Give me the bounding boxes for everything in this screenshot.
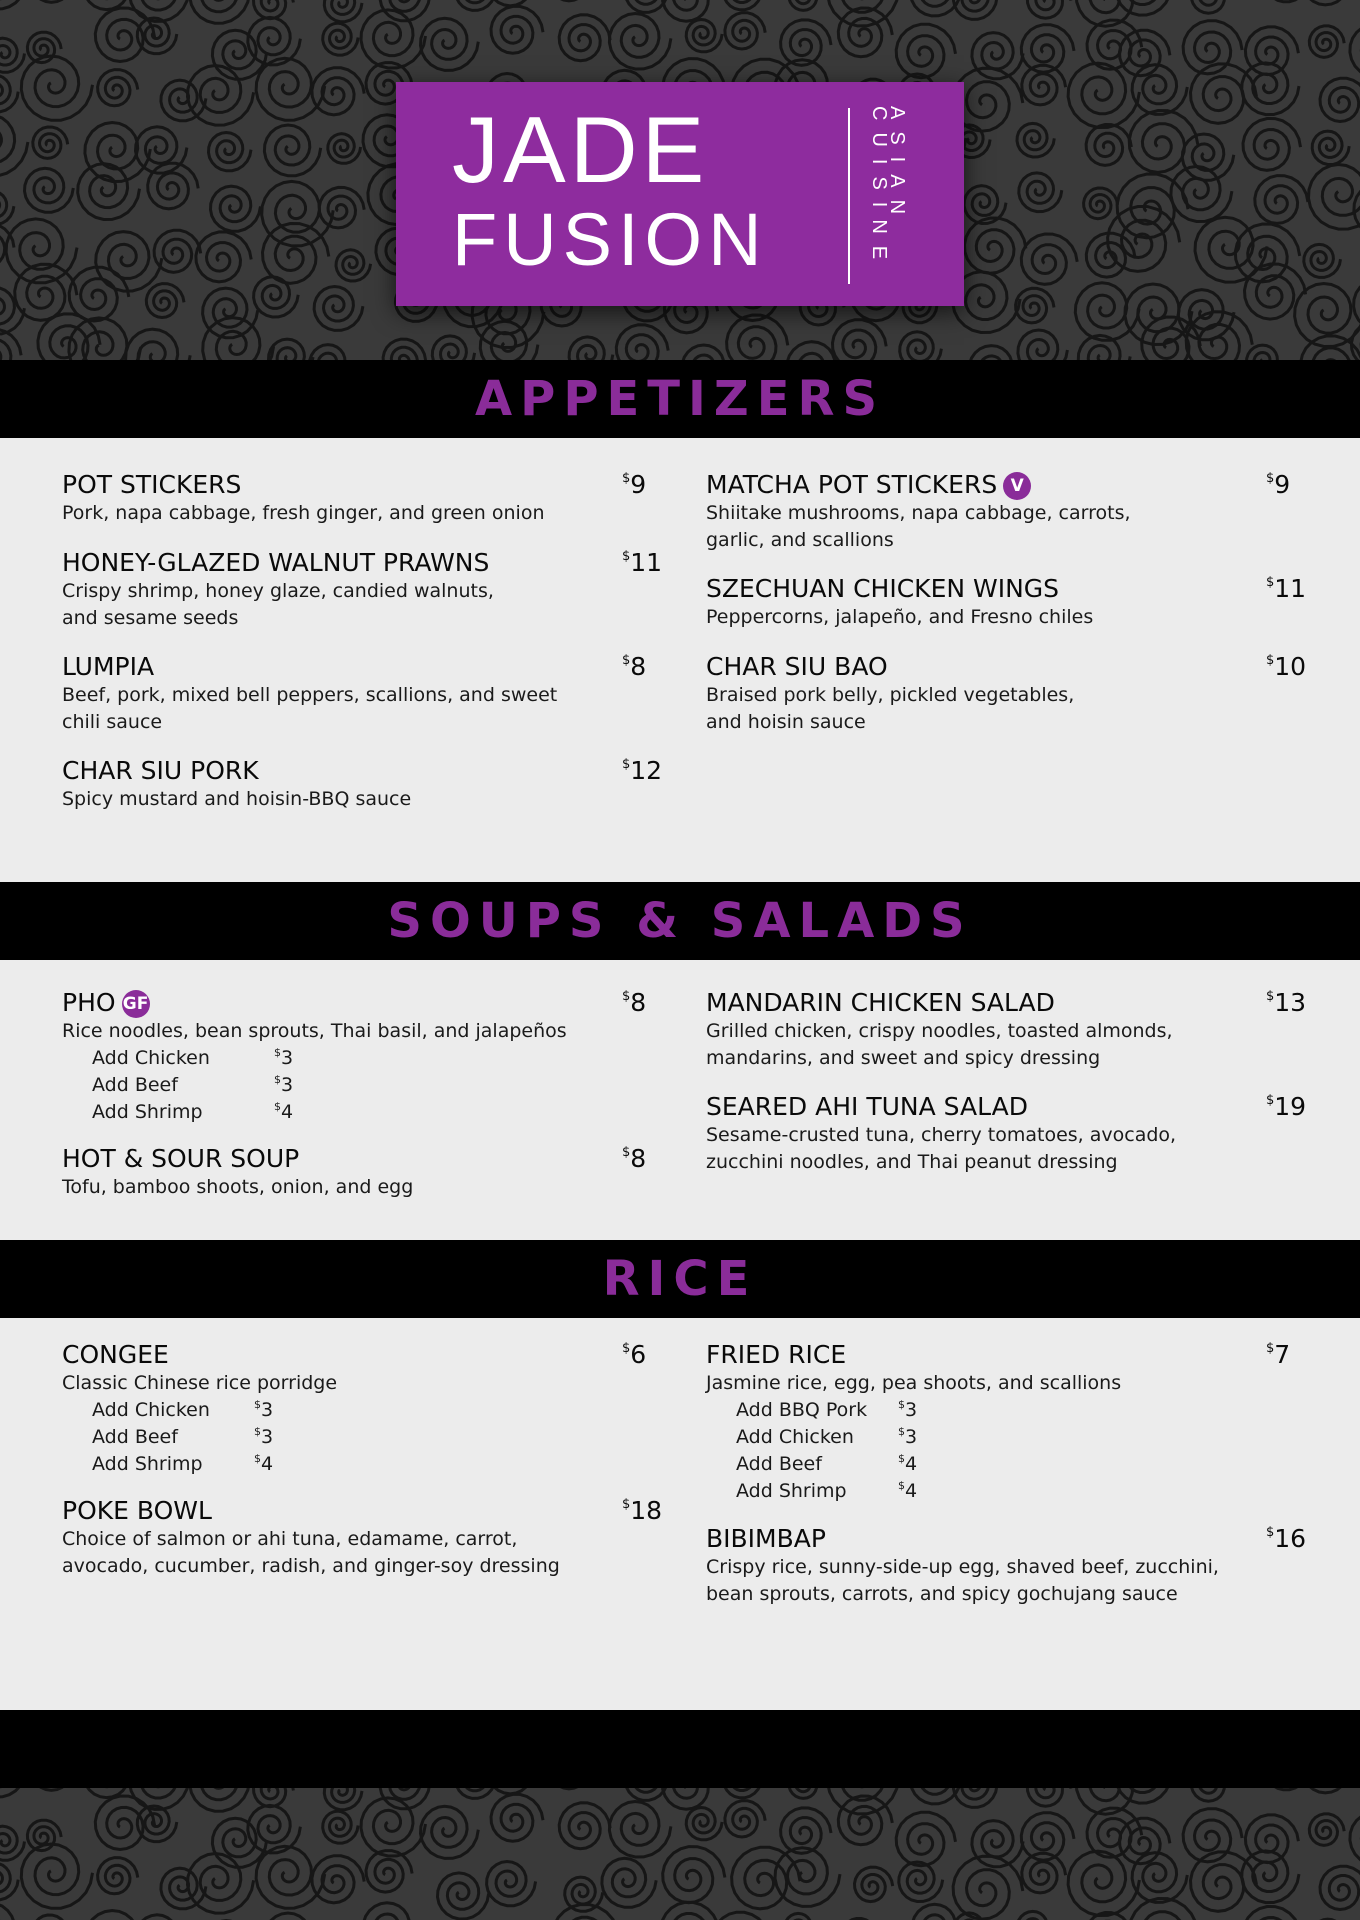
logo-divider bbox=[848, 108, 850, 284]
item-desc: Tofu, bamboo shoots, onion, and egg bbox=[62, 1176, 414, 1198]
swirl-decoration bbox=[725, 13, 765, 49]
swirl-decoration bbox=[784, 1913, 817, 1920]
swirl-decoration bbox=[190, 1788, 250, 1811]
section-title-rice: RICE bbox=[602, 1251, 758, 1307]
item-name: CONGEE bbox=[62, 1340, 169, 1369]
swirl-decoration bbox=[0, 1902, 28, 1920]
swirl-decoration bbox=[256, 1846, 325, 1908]
swirl-decoration bbox=[0, 38, 24, 72]
item-desc: zucchini noodles, and Thai peanut dressing bbox=[706, 1151, 1118, 1173]
swirl-decoration bbox=[833, 320, 887, 360]
item-price: $8 bbox=[622, 988, 647, 1017]
swirl-decoration bbox=[781, 20, 831, 65]
swirl-decoration bbox=[269, 339, 314, 360]
swirl-decoration bbox=[256, 58, 325, 120]
swirl-decoration bbox=[1312, 131, 1349, 164]
menu-item bbox=[62, 988, 654, 1126]
logo-tagline-wrap bbox=[870, 106, 906, 286]
menu-item bbox=[62, 756, 663, 813]
item-name: CHAR SIU PORK bbox=[62, 756, 259, 785]
item-desc: Peppercorns, jalapeño, and Fresno chiles bbox=[706, 606, 1094, 628]
item-name: FRIED RICE bbox=[706, 1340, 847, 1369]
swirl-decoration bbox=[954, 0, 997, 19]
swirl-decoration bbox=[1354, 279, 1360, 331]
item-desc: mandarins, and sweet and spicy dressing bbox=[706, 1047, 1101, 1069]
swirl-decoration bbox=[0, 1826, 24, 1860]
swirl-decoration bbox=[0, 75, 18, 112]
swirl-decoration bbox=[549, 0, 596, 1]
menu-item bbox=[706, 470, 1306, 554]
swirl-decoration bbox=[616, 325, 668, 360]
swirl-decoration bbox=[789, 0, 824, 10]
item-price: $8 bbox=[622, 1144, 647, 1173]
swirl-decoration bbox=[1182, 134, 1234, 180]
swirl-decoration bbox=[1247, 345, 1285, 360]
section-title-soups-salads: SOUPS & SALADS bbox=[387, 893, 973, 949]
item-name: SEARED AHI TUNA SALAD bbox=[706, 1092, 1028, 1121]
item-desc: Choice of salmon or ahi tuna, edamame, carrot, bbox=[62, 1528, 518, 1550]
swirl-decoration bbox=[196, 232, 251, 282]
swirl-decoration bbox=[15, 264, 77, 320]
swirl-decoration bbox=[1132, 65, 1187, 115]
swirl-decoration bbox=[1019, 173, 1062, 212]
item-desc: and hoisin sauce bbox=[706, 711, 866, 733]
swirl-decoration bbox=[0, 0, 26, 9]
swirl-decoration bbox=[1116, 0, 1171, 15]
swirl-decoration bbox=[1017, 1911, 1054, 1920]
addon-row: Add Chicken $3 bbox=[92, 1046, 294, 1069]
item-desc: Spicy mustard and hoisin-BBQ sauce bbox=[62, 788, 412, 810]
swirl-decoration bbox=[312, 1856, 364, 1903]
item-price: $18 bbox=[622, 1496, 663, 1525]
item-desc: Beef, pork, mixed bell peppers, scallions, and sweet bbox=[62, 684, 558, 706]
swirl-decoration bbox=[1243, 119, 1301, 171]
swirl-decoration bbox=[1191, 1788, 1232, 1801]
swirl-decoration bbox=[190, 0, 250, 23]
logo-name-line2: FUSION bbox=[452, 198, 768, 281]
item-desc: Crispy rice, sunny-side-up egg, shaved beef, zucchini, bbox=[706, 1556, 1219, 1578]
swirl-decoration bbox=[319, 187, 364, 228]
addon-row: Add BBQ Pork $3 bbox=[736, 1398, 918, 1421]
swirl-decoration bbox=[1242, 63, 1299, 115]
rice-panel bbox=[0, 1318, 1360, 1710]
addon-row: Add Shrimp $4 bbox=[92, 1452, 274, 1475]
item-price: $10 bbox=[1266, 652, 1307, 681]
menu-item bbox=[706, 1340, 1306, 1505]
item-name: PHO GF bbox=[62, 988, 149, 1017]
swirl-decoration bbox=[161, 1868, 206, 1909]
swirl-decoration bbox=[209, 133, 252, 171]
item-price: $11 bbox=[1266, 574, 1307, 603]
swirl-decoration bbox=[972, 33, 1023, 79]
section-title-appetizers: APPETIZERS bbox=[474, 371, 886, 427]
section-header-rice bbox=[0, 1240, 1360, 1318]
addon-row: Add Chicken $3 bbox=[736, 1425, 918, 1448]
swirl-decoration bbox=[0, 191, 14, 224]
swirl-decoration bbox=[602, 1858, 656, 1907]
restaurant-logo bbox=[396, 82, 964, 306]
footer-bar bbox=[0, 1710, 1360, 1788]
swirl-decoration bbox=[662, 0, 719, 21]
swirl-decoration bbox=[161, 80, 206, 121]
item-desc: and sesame seeds bbox=[62, 607, 239, 629]
item-price: $7 bbox=[1266, 1340, 1291, 1369]
swirl-decoration bbox=[838, 8, 892, 57]
swirl-decoration bbox=[0, 1788, 26, 1797]
swirl-decoration bbox=[312, 68, 364, 115]
swirl-decoration bbox=[1018, 330, 1068, 360]
addon-row: Add Beef $4 bbox=[736, 1452, 918, 1475]
item-name: BIBIMBAP bbox=[706, 1524, 826, 1553]
item-desc: garlic, and scallions bbox=[706, 529, 894, 551]
swirl-decoration bbox=[126, 329, 191, 360]
section-header-soups-salads bbox=[0, 882, 1360, 960]
item-name: CHAR SIU BAO bbox=[706, 652, 888, 681]
gluten-free-badge-icon: GF bbox=[122, 990, 150, 1018]
swirl-decoration bbox=[1108, 207, 1180, 272]
swirl-decoration bbox=[900, 332, 942, 360]
swirl-decoration bbox=[972, 1821, 1023, 1867]
swirl-decoration bbox=[1021, 234, 1077, 284]
swirl-decoration bbox=[264, 1913, 320, 1920]
menu-item bbox=[62, 1144, 654, 1201]
swirl-decoration bbox=[456, 1788, 496, 1798]
item-name: MANDARIN CHICKEN SALAD bbox=[706, 988, 1055, 1017]
swirl-decoration bbox=[1245, 264, 1306, 319]
swirl-decoration bbox=[0, 114, 28, 176]
swirl-decoration bbox=[1302, 0, 1358, 5]
swirl-decoration bbox=[254, 0, 294, 19]
swirl-decoration bbox=[727, 315, 788, 360]
swirl-decoration bbox=[136, 1915, 187, 1920]
item-name: SZECHUAN CHICKEN WINGS bbox=[706, 574, 1060, 603]
swirl-decoration bbox=[1304, 244, 1341, 277]
swirl-decoration bbox=[323, 23, 358, 55]
addon-row: Add Shrimp $4 bbox=[736, 1479, 918, 1502]
swirl-decoration bbox=[432, 336, 474, 360]
menu-item bbox=[62, 1496, 663, 1580]
swirl-decoration bbox=[686, 20, 722, 52]
swirl-decoration bbox=[1027, 0, 1071, 18]
swirl-decoration bbox=[661, 1902, 719, 1920]
swirl-decoration bbox=[549, 1788, 596, 1789]
swirl-decoration bbox=[1017, 123, 1054, 157]
addon-row: Add Beef $3 bbox=[92, 1073, 294, 1096]
menu-item bbox=[62, 548, 663, 632]
item-desc: Jasmine rice, egg, pea shoots, and scallions bbox=[706, 1372, 1122, 1394]
swirl-decoration bbox=[899, 1862, 943, 1902]
swirl-decoration bbox=[732, 1847, 800, 1909]
item-name: LUMPIA bbox=[62, 652, 155, 681]
swirl-decoration bbox=[248, 1805, 301, 1853]
item-price: $9 bbox=[1266, 470, 1291, 499]
swirl-decoration bbox=[438, 1873, 489, 1919]
item-desc: Shiitake mushrooms, napa cabbage, carrots, bbox=[706, 502, 1131, 524]
swirl-decoration bbox=[1186, 312, 1252, 360]
swirl-decoration bbox=[69, 318, 141, 360]
swirl-decoration bbox=[954, 1788, 997, 1807]
menu-item bbox=[706, 988, 1306, 1072]
swirl-decoration bbox=[323, 1811, 358, 1843]
swirl-decoration bbox=[96, 232, 162, 292]
swirl-decoration bbox=[1235, 224, 1299, 282]
swirl-decoration bbox=[1265, 0, 1309, 2]
addon-row: Add Chicken $3 bbox=[92, 1398, 274, 1421]
swirl-decoration bbox=[248, 17, 301, 65]
swirl-decoration bbox=[383, 339, 426, 360]
swirl-decoration bbox=[1309, 26, 1344, 57]
swirl-decoration bbox=[1243, 1907, 1301, 1920]
swirl-decoration bbox=[78, 164, 140, 220]
addon-row: Add Shrimp $4 bbox=[92, 1100, 294, 1123]
swirl-decoration bbox=[98, 1858, 138, 1894]
item-price: $16 bbox=[1266, 1524, 1307, 1553]
menu-item bbox=[706, 1524, 1306, 1608]
item-price: $12 bbox=[622, 756, 663, 785]
swirl-decoration bbox=[98, 70, 138, 106]
item-desc: Crispy shrimp, honey glaze, candied walnuts, bbox=[62, 580, 494, 602]
swirl-decoration bbox=[896, 24, 955, 77]
swirl-decoration bbox=[724, 0, 762, 10]
swirl-decoration bbox=[211, 186, 261, 231]
menu-item bbox=[706, 574, 1306, 631]
menu-item bbox=[62, 470, 654, 527]
item-name: POKE BOWL bbox=[62, 1496, 212, 1525]
swirl-decoration bbox=[896, 1812, 955, 1866]
swirl-decoration bbox=[724, 1788, 762, 1798]
menu-item bbox=[706, 1092, 1306, 1176]
swirl-decoration bbox=[264, 125, 320, 176]
swirl-decoration bbox=[25, 168, 74, 212]
swirl-decoration bbox=[33, 127, 68, 158]
swirl-decoration bbox=[838, 1796, 892, 1845]
swirl-decoration bbox=[686, 1808, 722, 1840]
swirl-decoration bbox=[1132, 1853, 1187, 1903]
swirl-decoration bbox=[1125, 284, 1192, 345]
swirl-decoration bbox=[781, 1808, 831, 1853]
swirl-decoration bbox=[1309, 165, 1360, 230]
swirl-decoration bbox=[725, 1801, 765, 1837]
item-desc: Classic Chinese rice porridge bbox=[62, 1372, 338, 1394]
item-desc: Pork, napa cabbage, fresh ginger, and green onion bbox=[62, 502, 545, 524]
item-name: HOT & SOUR SOUP bbox=[62, 1144, 300, 1173]
logo-name-line1: JADE bbox=[452, 97, 709, 202]
swirl-decoration bbox=[609, 14, 671, 70]
swirl-decoration bbox=[559, 15, 610, 61]
swirl-decoration bbox=[324, 0, 362, 22]
section-header-appetizers bbox=[0, 360, 1360, 438]
item-desc: chili sauce bbox=[62, 711, 163, 733]
menu-item bbox=[62, 652, 654, 736]
swirl-decoration bbox=[1086, 125, 1131, 166]
swirl-decoration bbox=[1302, 1788, 1358, 1793]
swirl-decoration bbox=[1350, 24, 1360, 77]
swirl-decoration bbox=[663, 1847, 725, 1903]
swirl-decoration bbox=[789, 1788, 824, 1798]
item-name: MATCHA POT STICKERS V bbox=[706, 470, 1306, 500]
item-desc: Rice noodles, bean sprouts, Thai basil, and jalapeños bbox=[62, 1020, 567, 1042]
swirl-decoration bbox=[30, 0, 81, 2]
swirl-decoration bbox=[1116, 1788, 1171, 1803]
swirl-decoration bbox=[154, 230, 201, 272]
swirl-decoration bbox=[491, 1794, 543, 1841]
item-desc: Braised pork belly, pickled vegetables, bbox=[706, 684, 1075, 706]
addon-row: Add Beef $3 bbox=[92, 1425, 274, 1448]
item-price: $8 bbox=[622, 652, 647, 681]
swirl-decoration bbox=[310, 345, 354, 360]
swirl-decoration bbox=[969, 346, 1022, 360]
soups-salads-panel bbox=[0, 960, 1360, 1240]
menu-item bbox=[706, 652, 1306, 736]
swirl-decoration bbox=[21, 1844, 92, 1908]
item-desc: Sesame-crusted tuna, cherry tomatoes, avocado, bbox=[706, 1124, 1177, 1146]
swirl-decoration bbox=[21, 56, 92, 120]
swirl-decoration bbox=[1016, 288, 1054, 323]
item-price: $9 bbox=[622, 470, 647, 499]
swirl-decoration bbox=[855, 1867, 893, 1902]
swirl-decoration bbox=[609, 1802, 671, 1858]
swirl-decoration bbox=[1320, 1866, 1360, 1909]
swirl-decoration bbox=[146, 284, 184, 318]
swirl-decoration bbox=[662, 1788, 719, 1809]
swirl-decoration bbox=[324, 1788, 362, 1810]
item-desc: Grilled chicken, crispy noodles, toasted almonds, bbox=[706, 1020, 1173, 1042]
item-desc: avocado, cucumber, radish, and ginger-soy dressing bbox=[62, 1555, 560, 1577]
item-price: $19 bbox=[1266, 1092, 1307, 1121]
swirl-decoration bbox=[569, 337, 613, 360]
swirl-decoration bbox=[1320, 78, 1360, 121]
swirl-decoration bbox=[1242, 1851, 1299, 1903]
swirl-decoration bbox=[487, 1862, 536, 1906]
swirl-decoration bbox=[421, 18, 479, 70]
item-name: HONEY-GLAZED WALNUT PRAWNS bbox=[62, 548, 490, 577]
swirl-decoration bbox=[1265, 1788, 1309, 1790]
swirl-decoration bbox=[713, 1912, 770, 1920]
swirl-decoration bbox=[1255, 176, 1308, 224]
swirl-decoration bbox=[1309, 1814, 1344, 1845]
swirl-decoration bbox=[30, 1788, 81, 1790]
swirl-decoration bbox=[1191, 0, 1232, 13]
item-price: $11 bbox=[622, 548, 663, 577]
swirl-decoration bbox=[1027, 1788, 1071, 1806]
swirl-decoration bbox=[336, 250, 371, 281]
swirl-decoration bbox=[85, 1911, 150, 1920]
swirl-decoration bbox=[965, 218, 1026, 273]
swirl-decoration bbox=[456, 0, 496, 10]
swirl-decoration bbox=[491, 6, 543, 53]
item-name: POT STICKERS bbox=[62, 470, 242, 499]
swirl-decoration bbox=[85, 123, 150, 182]
swirl-decoration bbox=[314, 287, 363, 331]
swirl-pattern-bottom bbox=[0, 1788, 1360, 1920]
swirl-decoration bbox=[33, 1915, 68, 1920]
menu-item bbox=[62, 1340, 654, 1478]
item-desc: bean sprouts, carrots, and spicy gochujang sauce bbox=[706, 1583, 1178, 1605]
item-price: $6 bbox=[622, 1340, 647, 1369]
swirl-decoration bbox=[1350, 1812, 1360, 1865]
swirl-decoration bbox=[328, 134, 361, 164]
swirl-decoration bbox=[421, 1806, 479, 1858]
swirl-decoration bbox=[1084, 188, 1118, 219]
swirl-decoration bbox=[0, 1863, 18, 1900]
item-price: $13 bbox=[1266, 988, 1307, 1017]
swirl-decoration bbox=[254, 1788, 294, 1807]
logo-tagline: ASIAN CUISINE bbox=[868, 106, 908, 272]
swirl-decoration bbox=[363, 1903, 421, 1920]
vegan-badge-icon: V bbox=[1003, 472, 1031, 500]
appetizers-panel bbox=[0, 438, 1360, 882]
swirl-decoration bbox=[559, 1803, 610, 1849]
